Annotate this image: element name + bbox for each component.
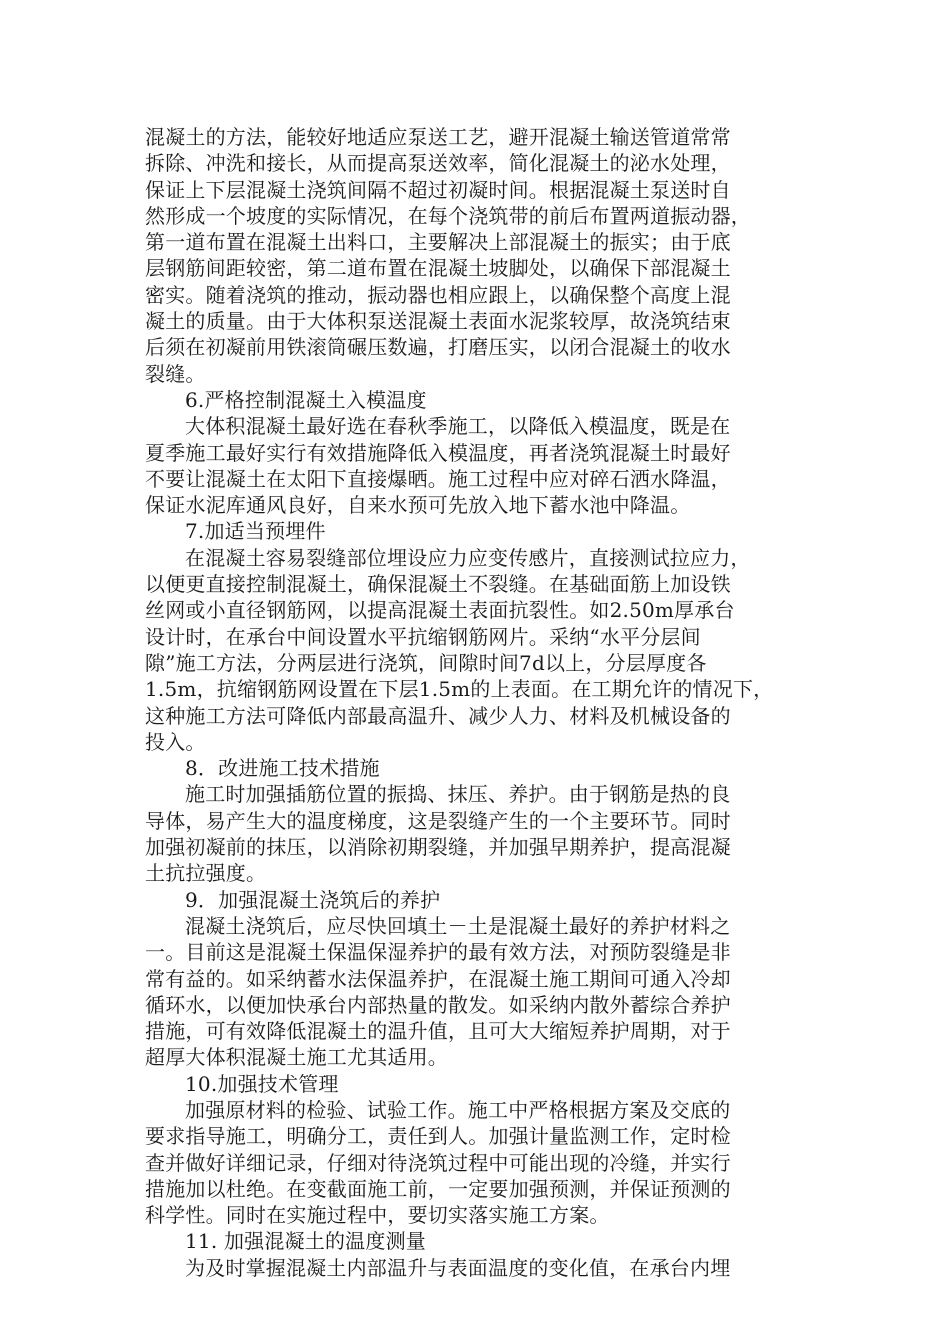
- text-line: 投入。: [145, 729, 206, 754]
- document-body: [145, 124, 805, 1281]
- text-line: 层钢筋间距较密，第二道布置在混凝土坡脚处，以确保下部混凝土: [145, 256, 731, 281]
- text-line: 拆除、冲洗和接长，从而提高泵送效率，简化混凝土的泌水处理，: [145, 151, 731, 176]
- text-line: 加强初凝前的抹压，以消除初期裂缝，并加强早期养护，提高混凝: [145, 835, 731, 860]
- text-line: 超厚大体积混凝土施工尤其适用。: [145, 1045, 448, 1070]
- text-line: 设计时，在承台中间设置水平抗缩钢筋网片。采纳“水平分层间: [145, 624, 701, 649]
- text-line: 6.严格控制混凝土入模温度: [185, 387, 427, 412]
- text-line: 不要让混凝土在太阳下直接爆晒。施工过程中应对碎石洒水降温，: [145, 466, 731, 491]
- text-line: 循环水，以便加快承台内部热量的散发。如采纳内散外蓄综合养护: [145, 992, 731, 1017]
- text-line: 查并做好详细记录，仔细对待浇筑过程中可能出现的冷缝，并实行: [145, 1150, 731, 1175]
- text-line: 夏季施工最好实行有效措施降低入模温度，再者浇筑混凝土时最好: [145, 440, 731, 465]
- text-line: 10.加强技术管理: [185, 1071, 339, 1096]
- text-line: 9．加强混凝土浇筑后的养护: [185, 887, 441, 912]
- text-line: 加强原材料的检验、试验工作。施工中严格根据方案及交底的: [185, 1097, 731, 1122]
- text-line: 丝网或小直径钢筋网，以提高混凝土表面抗裂性。如2.50m厚承台: [145, 598, 735, 623]
- text-line: 保证上下层混凝土浇筑间隔不超过初凝时间。根据混凝土泵送时自: [145, 177, 731, 202]
- text-line: 要求指导施工，明确分工，责任到人。加强计量监测工作，定时检: [145, 1124, 731, 1149]
- text-line: 混凝土浇筑后，应尽快回填土－土是混凝土最好的养护材料之: [185, 913, 731, 938]
- text-line: 常有益的。如采纳蓄水法保温养护，在混凝土施工期间可通入冷却: [145, 966, 731, 991]
- text-line: 后须在初凝前用铁滚筒碾压数遍，打磨压实，以闭合混凝土的收水: [145, 335, 731, 360]
- text-line: 在混凝土容易裂缝部位埋设应力应变传感片，直接测试拉应力，: [185, 545, 751, 570]
- text-line: 导体，易产生大的温度梯度，这是裂缝产生的一个主要环节。同时: [145, 808, 731, 833]
- text-line: 隙”施工方法，分两层进行浇筑，间隙时间7d以上，分层厚度各: [145, 650, 707, 675]
- text-line: 8．改进施工技术措施: [185, 756, 380, 781]
- text-line: 7.加适当预埋件: [185, 519, 326, 544]
- text-line: 混凝土的方法，能较好地适应泵送工艺，避开混凝土输送管道常常: [145, 125, 731, 149]
- text-line: 科学性。同时在实施过程中，要切实落实施工方案。: [145, 1203, 610, 1228]
- text-line: 为及时掌握混凝土内部温升与表面温度的变化值，在承台内埋: [185, 1255, 731, 1280]
- text-line: 保证水泥库通风良好，自来水预可先放入地下蓄水池中降温。: [145, 493, 691, 518]
- text-line: 施工时加强插筋位置的振捣、抹压、养护。由于钢筋是热的良: [185, 782, 731, 807]
- text-line: 大体积混凝土最好选在春秋季施工，以降低入模温度，既是在: [185, 414, 731, 439]
- text-line: 密实。随着浇筑的推动，振动器也相应跟上，以确保整个高度上混: [145, 282, 731, 307]
- text-line: 1.5m，抗缩钢筋网设置在下层1.5m的上表面。在工期允许的情况下，: [145, 677, 774, 702]
- text-line: 11. 加强混凝土的温度测量: [185, 1229, 426, 1254]
- text-line: 这种施工方法可降低内部最高温升、减少人力、材料及机械设备的: [145, 703, 731, 728]
- text-line: 土抗拉强度。: [145, 861, 267, 886]
- text-line: 凝土的质量。由于大体积泵送混凝土表面水泥浆较厚，故浇筑结束: [145, 309, 731, 334]
- text-line: 第一道布置在混凝土出料口，主要解决上部混凝土的振实；由于底: [145, 230, 731, 255]
- text-line: 然形成一个坡度的实际情况，在每个浇筑带的前后布置两道振动器，: [145, 203, 751, 228]
- text-line: 裂缝。: [145, 361, 206, 386]
- text-line: 一。目前这是混凝土保温保湿养护的最有效方法，对预防裂缝是非: [145, 940, 731, 965]
- text-line: 措施加以杜绝。在变截面施工前，一定要加强预测，并保证预测的: [145, 1176, 731, 1201]
- text-line: 措施，可有效降低混凝土的温升值，且可大大缩短养护周期，对于: [145, 1019, 731, 1044]
- text-line: 以便更直接控制混凝土，确保混凝土不裂缝。在基础面筋上加设铁: [145, 572, 731, 597]
